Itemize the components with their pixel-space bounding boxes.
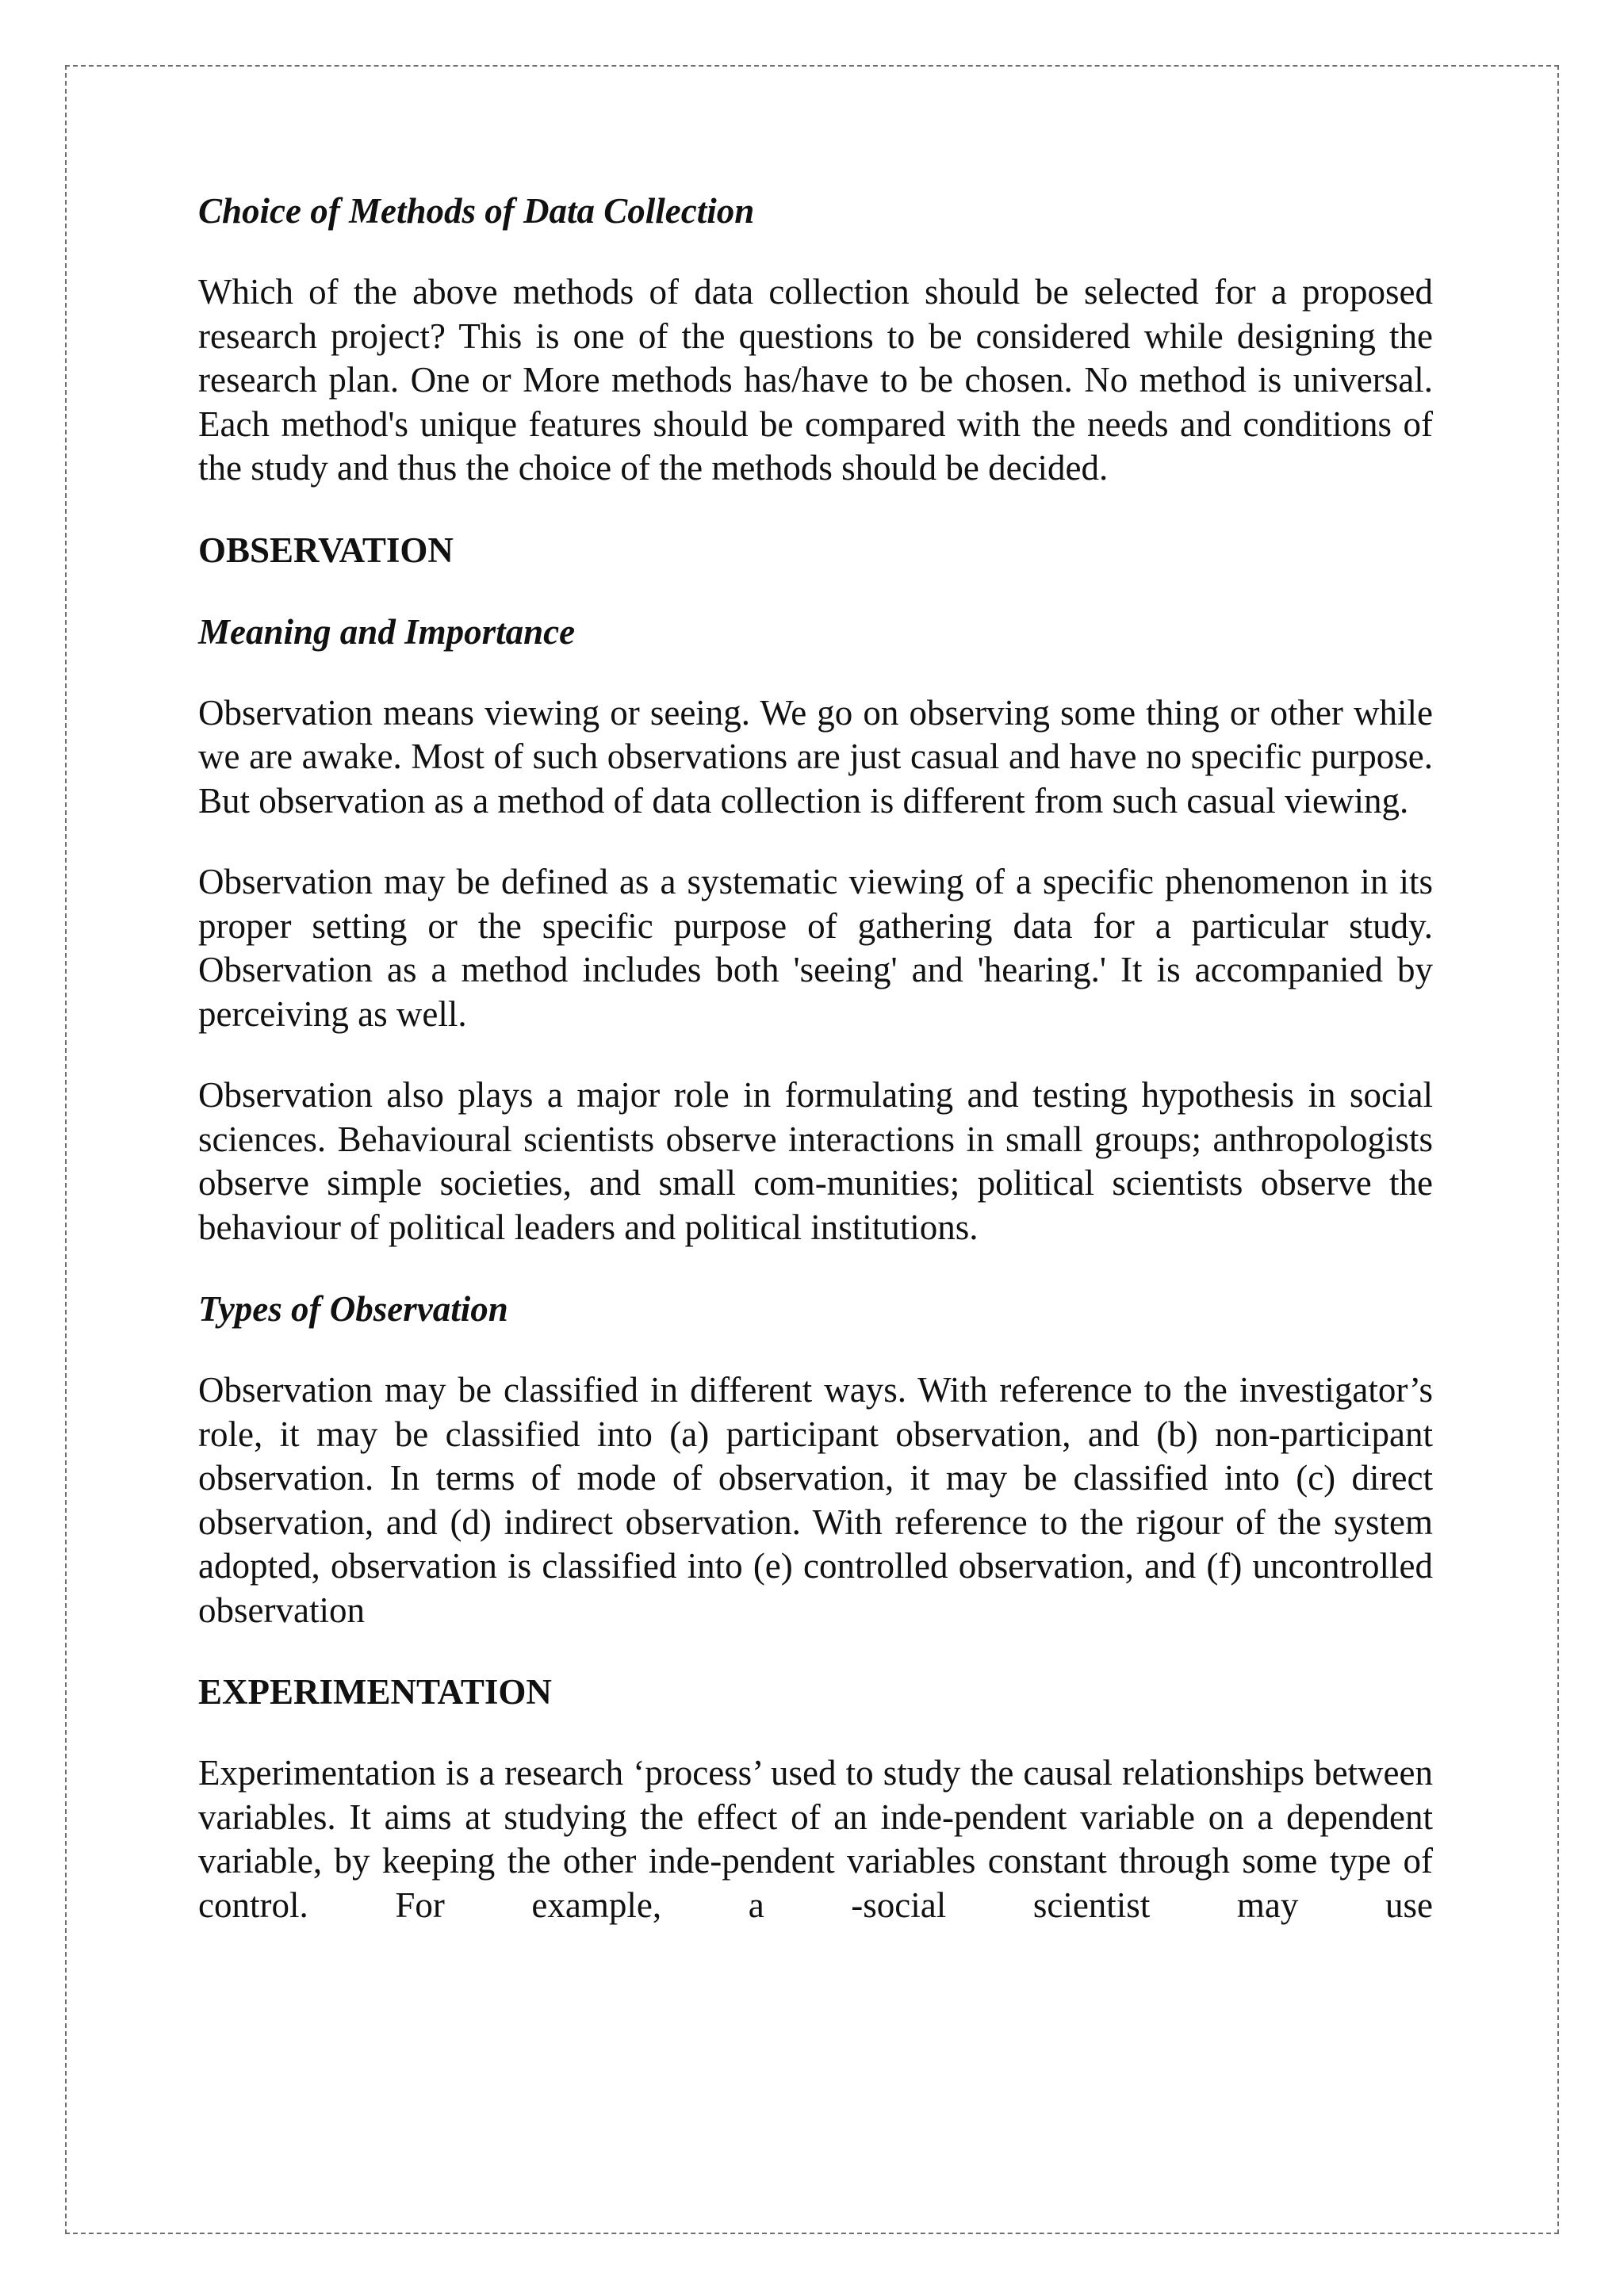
section-title-meaning-and-importance: Meaning and Importance	[198, 611, 576, 652]
paragraph-observation-meaning: Observation means viewing or seeing. We go on observing some thing or other while we are awake. Most of such observations are just casual and have no specific purpose. But observation as a method of data collection is different from such casual viewing.	[198, 692, 1433, 821]
section-title-choice-of-methods: Choice of Methods of Data Collection	[198, 191, 755, 231]
heading-observation: OBSERVATION	[198, 530, 454, 570]
paragraph-observation-role: Observation also plays a major role in formulating and testing hypothesis in social sciences. Behavioural scientists observe interactions in small groups; anthropologists observe simple societies, and small com-munities; political scientists observe the behaviour of political leaders and political institutions.	[198, 1075, 1433, 1247]
paragraph-observation-definition: Observation may be defined as a systematic viewing of a specific phenomenon in its proper setting or the specific purpose of gathering data for a particular study. Observation as a method includes both 'seeing' and 'hearing.' It is accompanied by perceiving as well.	[198, 862, 1433, 1034]
paragraph-experimentation: Experimentation is a research ‘process’ used to study the causal relationships between variables. It aims at studying the effect of an inde-pendent variable on a dependent variable, by keeping the other inde-pendent variables constant through some type of control. For example, a -social scientist may use	[198, 1753, 1433, 1925]
heading-experimentation: EXPERIMENTATION	[198, 1672, 552, 1712]
paragraph-observation-types: Observation may be classified in different ways. With reference to the investigator’s role, it may be classified into (a) participant observation, and (b) non-participant observation. In terms of mode of observation, it may be classified into (c) direct observation, and (d) indirect observation. With reference to the rigour of the system adopted, observation is classified into (e) controlled observation, and (f) uncontrolled observation	[198, 1370, 1433, 1630]
document-body	[198, 189, 1433, 1965]
paragraph-choice-of-methods: Which of the above methods of data collection should be selected for a proposed research project? This is one of the questions to be considered while designing the research plan. One or More methods has/have to be chosen. No method is universal. Each method's unique features should be compared with the needs and conditions of the study and thus the choice of the methods should be decided.	[198, 272, 1433, 488]
section-title-types-of-observation: Types of Observation	[198, 1289, 508, 1329]
